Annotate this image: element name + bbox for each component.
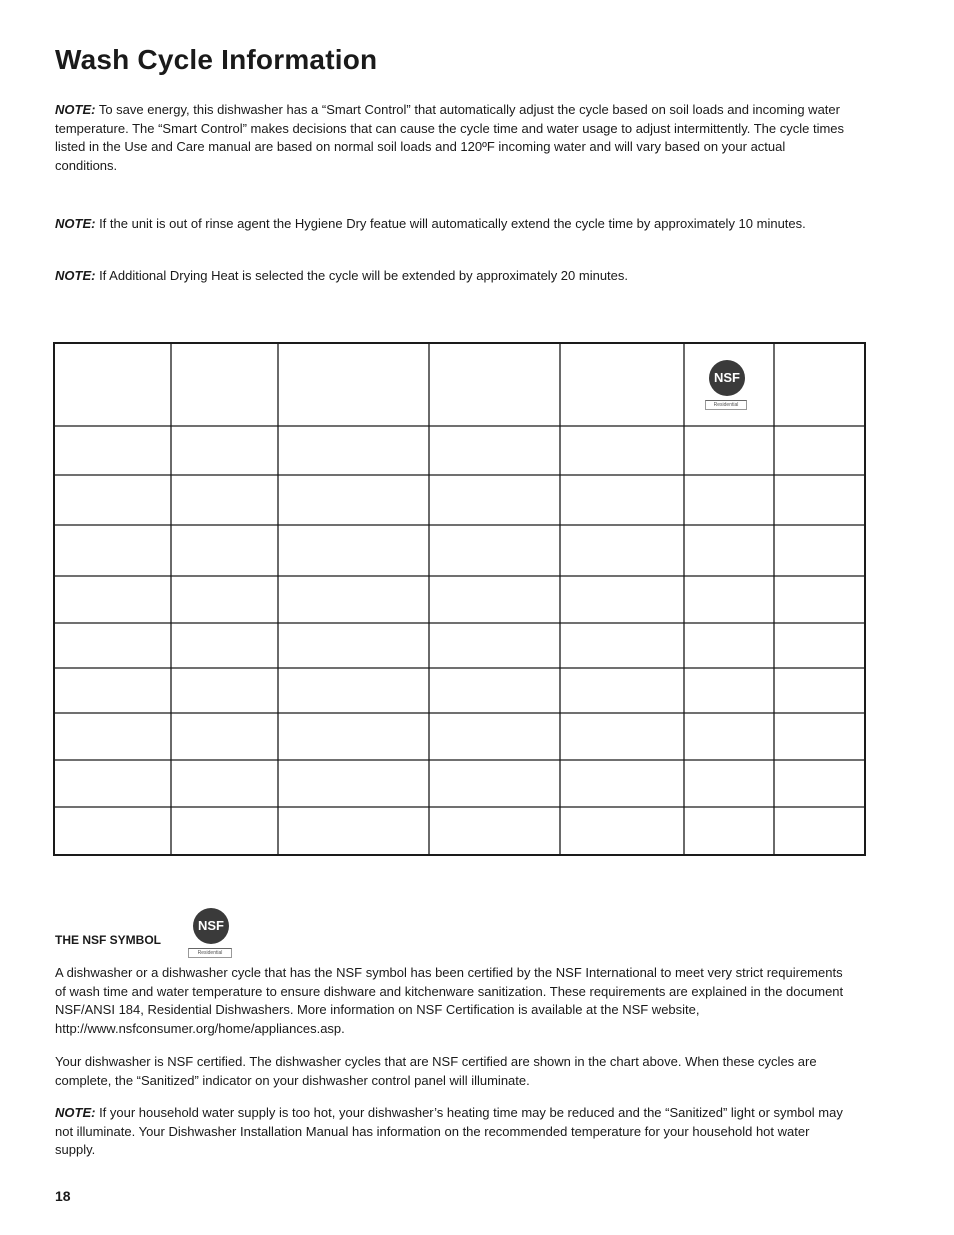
nsf-logo-mark: NSF (193, 908, 229, 944)
note-text: If Additional Drying Heat is selected the cycle will be extended by approximately 20 minutes. (95, 268, 629, 283)
note-text: To save energy, this dishwasher has a “Smart Control” that automatically adjust the cycle based on soil loads and incoming water temperature. The “Smart Control” makes decisions that can cause the cycle time and water usage to adjust intermittently. The cycle times listed in the Use and Care manual are based on normal soil loads and 120ºF incoming water and will vary based on your actual conditions. (55, 102, 845, 174)
nsf-symbol-heading: THE NSF SYMBOL (55, 933, 162, 947)
note-text: If your household water supply is too hot, your dishwasher’s heating time may be reduced and the “Sanitized” light or symbol may not illuminate. Your Dishwasher Installation Manual has information on the recommended temperature for your household hot water supply. (55, 1105, 843, 1158)
note-label: NOTE: (55, 1105, 96, 1120)
page-number: 18 (55, 1188, 71, 1204)
page-title: Wash Cycle Information (55, 44, 378, 75)
nsf-certified-paragraph: Your dishwasher is NSF certified. The dishwasher cycles that are NSF certified are shown in the chart above. When these cycles are complete, the “Sanitized” indicator on your dishwasher control panel will illuminate. (55, 1054, 817, 1088)
wash-cycle-table (53, 342, 866, 856)
note-smart-control (55, 101, 845, 176)
note-label: NOTE: (55, 268, 96, 283)
note-rinse-agent (55, 215, 845, 234)
nsf-logo (705, 360, 747, 410)
nsf-logo (188, 906, 232, 958)
nsf-paragraph: A dishwasher or a dishwasher cycle that has the NSF symbol has been certified by the NSF International to meet very strict requirements of wash time and water temperature to ensure dishware and kitchenware sanitization. These requirements are explained in the document NSF/ANSI 184, Residential Dishwashers. More information on NSF Certification is available at the NSF website, http://www.nsfconsumer.org/home/appliances.asp. (55, 965, 844, 1037)
nsf-logo-sub: Residential (188, 948, 232, 958)
note-label: NOTE: (55, 102, 96, 117)
note-drying-heat (55, 267, 845, 286)
table-grid-lines (53, 342, 866, 856)
note-water-supply (55, 1104, 845, 1160)
note-text: If the unit is out of rinse agent the Hygiene Dry featue will automatically extend the cycle time by approximately 10 minutes. (95, 216, 806, 231)
nsf-logo-sub: Residential (705, 400, 747, 410)
nsf-logo-mark: NSF (709, 360, 745, 396)
note-label: NOTE: (55, 216, 96, 231)
